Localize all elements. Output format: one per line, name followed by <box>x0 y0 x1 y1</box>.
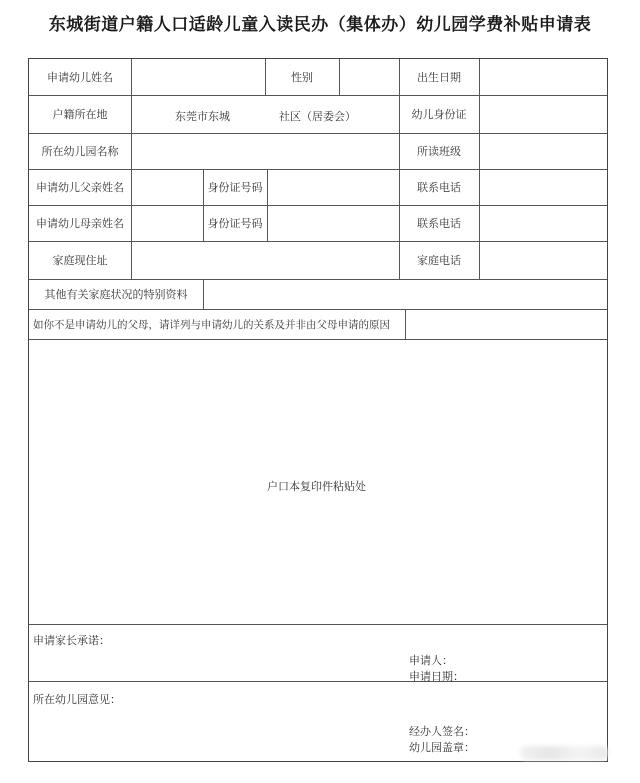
col-divider <box>479 95 480 169</box>
label-birth-date: 出生日期 <box>417 71 461 84</box>
row-divider <box>29 681 607 682</box>
label-mother-id: 身份证号码 <box>207 217 263 230</box>
col-divider <box>479 59 480 95</box>
blurred-watermark <box>520 746 608 760</box>
col-divider <box>131 241 132 279</box>
application-form-table <box>28 58 608 762</box>
col-divider <box>339 59 340 95</box>
label-child-name: 申请幼儿姓名 <box>47 71 113 84</box>
label-class-name: 所读班级 <box>417 145 461 158</box>
label-father-id: 身份证号码 <box>207 181 263 194</box>
row-divider <box>29 624 607 625</box>
label-home-address: 家庭现住址 <box>52 254 108 267</box>
city-district-text: 东莞市东城 <box>175 110 230 123</box>
hukou-paste-area: 户口本复印件粘贴处 <box>267 480 366 493</box>
label-non-parent-reason: 如你不是申请幼儿的父母，请详列与申请幼儿的关系及并非由父母申请的原因 <box>33 318 390 331</box>
apply-date-label: 申请日期： <box>409 670 464 683</box>
col-divider <box>203 279 204 309</box>
label-mother-name: 申请幼儿母亲姓名 <box>36 217 124 230</box>
label-mother-phone: 联系电话 <box>417 217 461 230</box>
label-special-info: 其他有关家庭状况的特别资料 <box>44 288 188 301</box>
handler-signature-label: 经办人签名： <box>409 725 475 738</box>
label-gender: 性别 <box>291 71 313 84</box>
kindergarten-opinion-label: 所在幼儿园意见： <box>33 693 121 706</box>
col-divider <box>131 59 132 95</box>
label-home-phone: 家庭电话 <box>417 254 461 267</box>
label-child-id: 幼儿身份证 <box>411 108 467 121</box>
col-divider <box>405 309 406 339</box>
label-father-name: 申请幼儿父亲姓名 <box>36 181 124 194</box>
col-divider <box>479 241 480 279</box>
community-text: 社区（居委会） <box>279 110 356 123</box>
applicant-label: 申请人： <box>409 654 453 667</box>
form-title: 东城街道户籍人口适龄儿童入读民办（集体办）幼儿园学费补贴申请表 <box>48 15 592 35</box>
label-father-phone: 联系电话 <box>417 181 461 194</box>
col-divider <box>131 95 132 169</box>
col-divider <box>267 169 268 241</box>
label-kindergarten-name: 所在幼儿园名称 <box>41 145 119 158</box>
kindergarten-seal-label: 幼儿园盖章： <box>409 741 475 754</box>
parent-pledge-label: 申请家长承诺： <box>33 634 110 647</box>
label-household-location: 户籍所在地 <box>52 108 108 121</box>
col-divider <box>479 169 480 241</box>
row-divider <box>29 339 607 340</box>
col-divider <box>131 169 132 241</box>
